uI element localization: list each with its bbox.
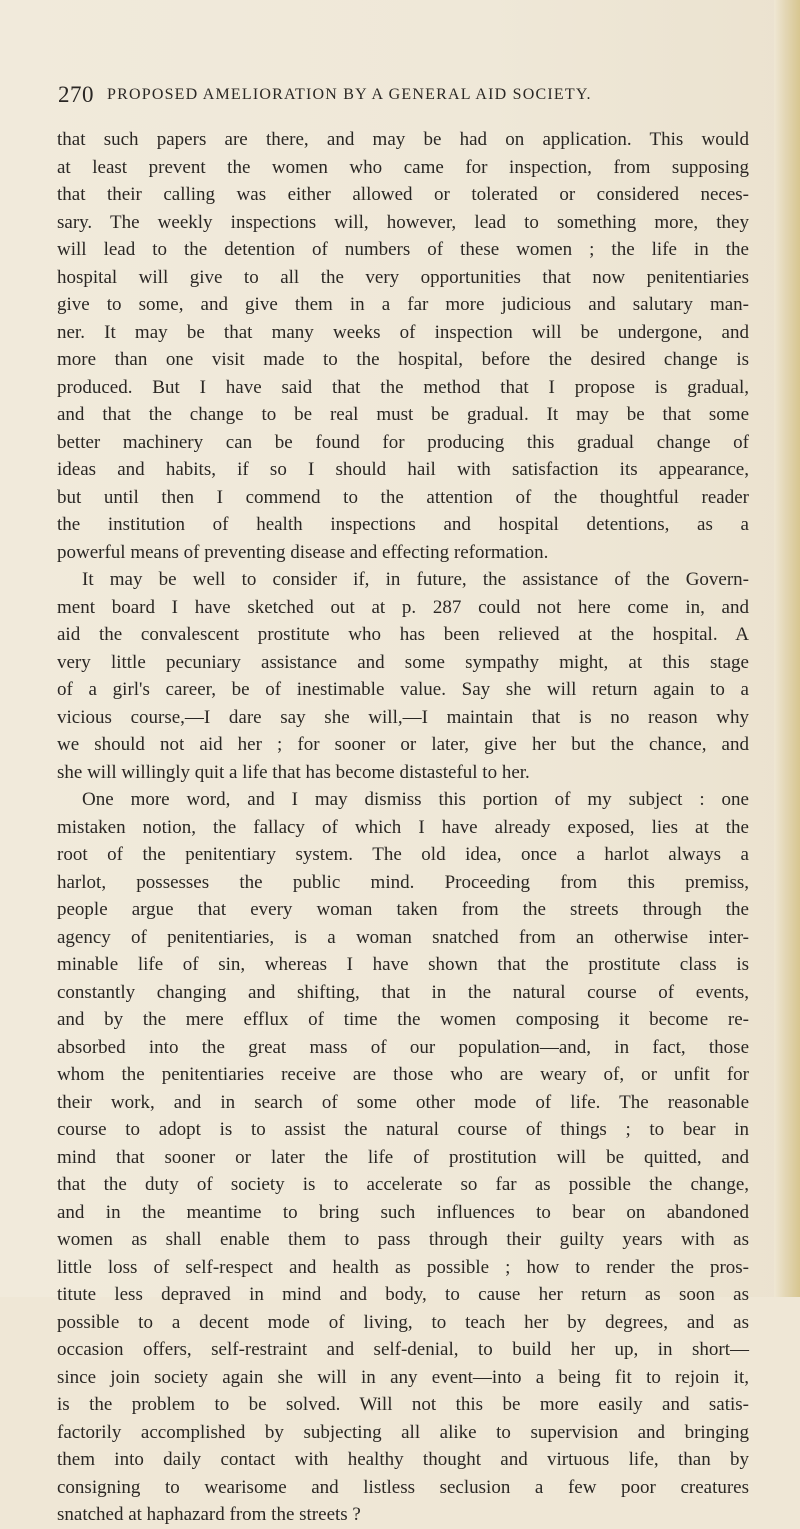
text-line: powerful means of preventing disease and effecting reformation. — [57, 541, 549, 563]
text-line: but until then I commend to the attention of the thoughtful reader — [57, 486, 749, 508]
text-line: ment board I have sketched out at p. 287 could not here come in, and — [57, 596, 749, 618]
page-header — [58, 82, 748, 110]
text-line: and that the change to be real must be gradual. It may be that some — [57, 404, 749, 425]
text-line: aid the convalescent prostitute who has been relieved at the hospital. A — [57, 624, 749, 645]
text-line: people argue that every woman taken from the streets through the — [57, 899, 749, 920]
text-line: sary. The weekly inspections will, however, lead to something more, they — [57, 211, 749, 233]
text-line: possible to a decent mode of living, to teach her by degrees, and as — [57, 1311, 749, 1333]
text-line: ideas and habits, if so I should hail with satisfaction its appearance, — [57, 459, 749, 480]
page-edge-shadow — [774, 0, 800, 1297]
text-line: mind that sooner or later the life of prostitution will be quitted, and — [57, 1146, 749, 1168]
text-line: minable life of sin, whereas I have shown that the prostitute class is — [57, 954, 749, 975]
text-line: women as shall enable them to pass through their guilty years with as — [57, 1229, 749, 1250]
text-line: whom the penitentiaries receive are those who are weary of, or unfit for — [57, 1064, 749, 1085]
paragraph-start: One more word, and I may dismiss this portion of my subject : one — [82, 789, 749, 810]
text-line: agency of penitentiaries, is a woman snatched from an otherwise inter- — [57, 926, 749, 948]
text-line: titute less depraved in mind and body, to cause her return as soon as — [57, 1284, 749, 1305]
text-line: mistaken notion, the fallacy of which I have already exposed, lies at the — [57, 816, 749, 838]
text-line: root of the penitentiary system. The old idea, once a harlot always a — [57, 844, 749, 865]
text-line: will lead to the detention of numbers of these women ; the life in the — [57, 239, 749, 260]
text-line: occasion offers, self-restraint and self-denial, to build her up, in short— — [57, 1339, 749, 1360]
text-line: constantly changing and shifting, that in the natural course of events, — [57, 981, 749, 1003]
text-line: better machinery can be found for producing this gradual change of — [57, 431, 749, 453]
text-line: hospital will give to all the very opportunities that now penitentiaries — [57, 266, 749, 288]
text-line: very little pecuniary assistance and some sympathy might, at this stage — [57, 651, 749, 673]
text-line: absorbed into the great mass of our population—and, in fact, those — [57, 1036, 749, 1058]
text-line: their work, and in search of some other mode of life. The reasonable — [57, 1091, 749, 1113]
text-line: harlot, possesses the public mind. Proceeding from this premiss, — [57, 871, 749, 893]
text-line: and by the mere efflux of time the women composing it become re- — [57, 1009, 749, 1030]
text-line: vicious course,—I dare say she will,—I maintain that is no reason why — [57, 706, 749, 728]
text-line: she will willingly quit a life that has become distasteful to her. — [57, 761, 530, 783]
text-line: ner. It may be that many weeks of inspection will be undergone, and — [57, 321, 749, 343]
paragraph-start: It may be well to consider if, in future, the assistance of the Govern- — [82, 569, 749, 590]
text-line: give to some, and give them in a far more judicious and salutary man- — [57, 294, 749, 315]
text-line: that the duty of society is to accelerate so far as possible the change, — [57, 1174, 749, 1195]
text-line: at least prevent the women who came for inspection, from supposing — [57, 156, 749, 178]
text-line: produced. But I have said that the method that I propose is gradual, — [57, 376, 749, 398]
text-line: snatched at haphazard from the streets ? — [57, 1504, 361, 1525]
text-line: is the problem to be solved. Will not this be more easily and satis- — [57, 1394, 749, 1415]
text-line: we should not aid her ; for sooner or later, give her but the chance, and — [57, 734, 749, 755]
text-line: that such papers are there, and may be had on application. This would — [57, 129, 749, 150]
text-line: little loss of self-respect and health as possible ; how to render the pros- — [57, 1256, 749, 1278]
text-line: them into daily contact with healthy thought and virtuous life, than by — [57, 1449, 749, 1470]
page-number: 270 — [58, 82, 94, 107]
text-line: the institution of health inspections and hospital detentions, as a — [57, 514, 749, 535]
running-head: PROPOSED AMELIORATION BY A GENERAL AID SOCIETY. — [107, 86, 592, 103]
text-line: consigning to wearisome and listless seclusion a few poor creatures — [57, 1476, 749, 1498]
text-line: course to adopt is to assist the natural course of things ; to bear in — [57, 1119, 749, 1140]
text-line: more than one visit made to the hospital, before the desired change is — [57, 349, 749, 370]
text-line: factorily accomplished by subjecting all alike to supervision and bringing — [57, 1421, 749, 1443]
text-line: that their calling was either allowed or tolerated or considered neces- — [57, 184, 749, 205]
text-line: of a girl's career, be of inestimable value. Say she will return again to a — [57, 679, 749, 700]
body-text — [57, 126, 749, 1529]
text-line: since join society again she will in any event—into a being fit to rejoin it, — [57, 1366, 749, 1388]
text-line: and in the meantime to bring such influences to bear on abandoned — [57, 1201, 749, 1223]
